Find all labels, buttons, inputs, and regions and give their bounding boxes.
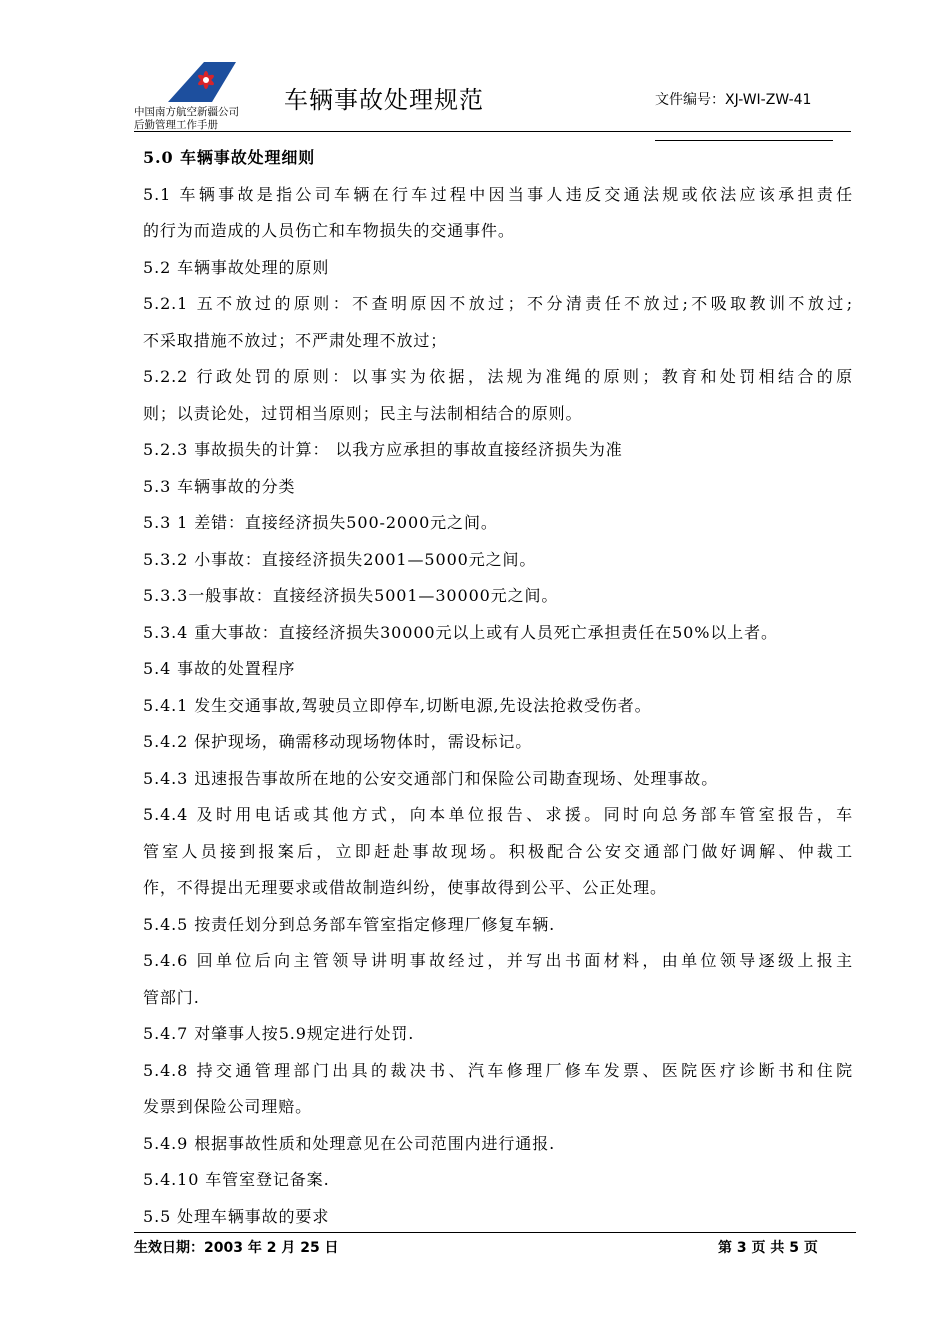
body-line: 5.4.9 根据事故性质和处理意见在公司范围内进行通报. [143,1133,556,1153]
body-line: 5.3 1 差错：直接经济损失500-2000元之间。 [143,513,498,532]
body-line: 5.4.1 发生交通事故,驾驶员立即停车,切断电源,先设法抢救受伤者。 [143,695,652,715]
body-line: 5.3.2 小事故：直接经济损失2001—5000元之间。 [143,549,537,569]
body-line: 5.4.7 对肇事人按5.9规定进行处罚. [143,1024,415,1043]
company-line-2: 后勤管理工作手册 [134,119,218,131]
body-line: 不采取措施不放过；不严肃处理不放过； [143,330,448,350]
document-title: 车辆事故处理规范 [284,86,484,114]
body-line: 5.2.2 行政处罚的原则：以事实为依据，法规为准绳的原则；教育和处罚相结合的原 [143,367,853,386]
china-southern-logo [160,58,240,106]
company-line-1: 中国南方航空新疆公司 [134,106,239,118]
body-line: 的行为而造成的人员伤亡和车物损失的交通事件。 [143,221,515,240]
body-line: 5.4.4 及时用电话或其他方式，向本单位报告、求援。同时向总务部车管室报告，车 [143,805,853,824]
effective-date: 生效日期：2003 年 2 月 25 日 [134,1240,339,1256]
body-line: 5.4.8 持交通管理部门出具的裁决书、汽车修理厂修车发票、医院医疗诊断书和住院 [143,1060,853,1080]
body-line: 5.2.1 五不放过的原则：不查明原因不放过；不分清责任不放过;不吸取教训不放过; [143,294,853,313]
body-line: 5.4 事故的处置程序 [143,659,296,678]
page-info: 第 3 页 共 5 页 [718,1240,818,1256]
document-body [143,140,853,1235]
body-line: 则；以责论处，过罚相当原则；民主与法制相结合的原则。 [143,403,583,423]
document-number: 文件编号：XJ-WI-ZW-41 [655,92,812,108]
body-line: 5.3.3一般事故：直接经济损失5001—30000元之间。 [143,586,559,605]
body-line: 5.4.2 保护现场，确需移动现场物体时，需设标记。 [143,732,533,751]
body-line: 发票到保险公司理赔。 [143,1097,313,1116]
body-line: 管部门. [143,987,200,1007]
body-line: 5.2 车辆事故处理的原则 [143,257,330,277]
body-line: 5.4.5 按责任划分到总务部车管室指定修理厂修复车辆. [143,914,556,934]
body-line: 5.4.3 迅速报告事故所在地的公安交通部门和保险公司勘查现场、处理事故。 [143,768,719,788]
body-line: 5.4.10 车管室登记备案. [143,1170,330,1189]
section-heading: 5.0 车辆事故处理细则 [143,148,316,167]
body-line: 管室人员接到报案后，立即赶赴事故现场。积极配合公安交通部门做好调解、仲裁工 [143,841,853,861]
header-rule [134,131,851,132]
body-line: 5.1 车辆事故是指公司车辆在行车过程中因当事人违反交通法规或依法应该承担责任 [143,184,853,204]
body-line: 5.5 处理车辆事故的要求 [143,1206,330,1226]
body-line: 5.3.4 重大事故：直接经济损失30000元以上或有人员死亡承担责任在50%以上者。 [143,622,778,642]
body-line: 5.4.6 回单位后向主管领导讲明事故经过，并写出书面材料，由单位领导逐级上报主 [143,951,853,970]
company-name [134,106,239,132]
footer-rule [134,1232,856,1233]
body-line: 5.2.3 事故损失的计算： 以我方应承担的事故直接经济损失为准 [143,440,623,459]
body-line: 5.3 车辆事故的分类 [143,476,296,496]
body-line: 作，不得提出无理要求或借故制造纠纷，使事故得到公平、公正处理。 [143,878,667,897]
